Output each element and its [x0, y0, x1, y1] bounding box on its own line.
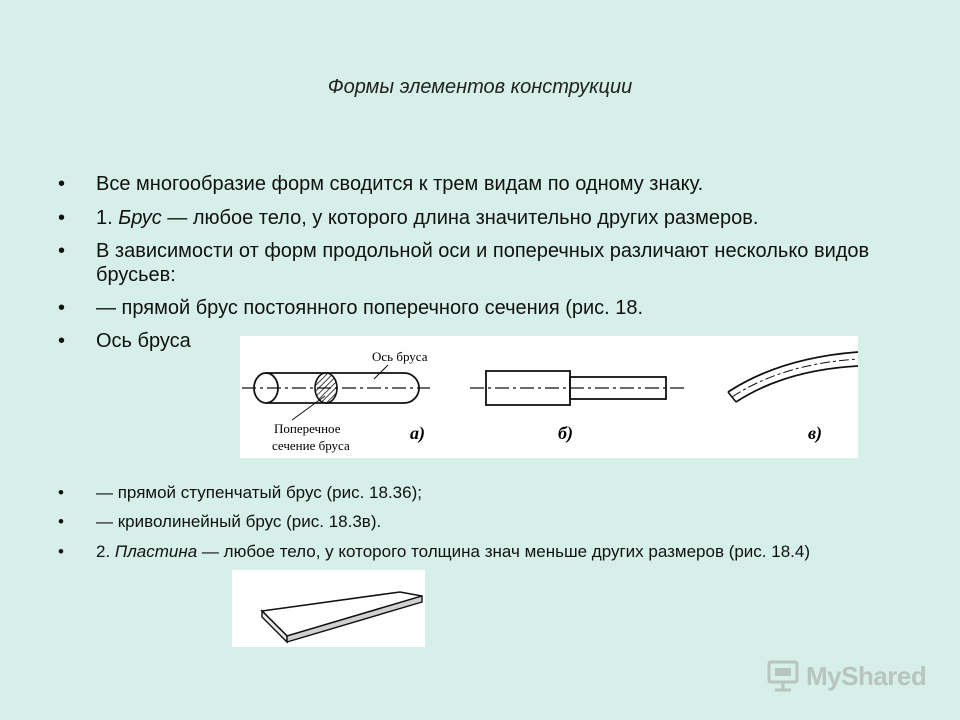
bullet-dot: • [58, 207, 66, 229]
section-label-line1: Поперечное [274, 421, 341, 436]
bullet-dot: • [58, 512, 64, 531]
label-a: а) [410, 423, 425, 443]
axis-label: Ось бруса [372, 349, 428, 364]
beam-types-drawing [240, 336, 858, 458]
beam-types-figure [240, 336, 858, 458]
watermark-text: MyShared [806, 660, 927, 691]
bullet-text: — прямой ступенчатый брус (рис. 18.36); [96, 483, 422, 502]
straight-beam-drawing [242, 349, 430, 453]
curved-beam-drawing [728, 352, 858, 444]
bullet-dot: • [58, 483, 64, 502]
bullet-text: Ось бруса [96, 330, 191, 352]
plate-figure [232, 570, 425, 647]
bullet-rest: — любое тело, у которого длина значительно других размеров. [161, 207, 759, 229]
term-plastina: Пластина [114, 542, 198, 561]
bullet-rest: — любое тело, у которого толщина знач меньше других размеров (рис. 18.4) [197, 542, 810, 561]
bullet-prefix: 1. [96, 207, 119, 229]
bullet-text [96, 541, 916, 562]
slide-title: Формы элементов конструкции [327, 76, 633, 98]
bullet-text: — прямой брус постоянного поперечного сечения (рис. 18. [96, 297, 644, 319]
bullet-text: Все многообразие форм сводится к трем видам по одному знаку. [96, 173, 704, 195]
bullet-text: В зависимости от форм продольной оси и поперечных различают несколько видов брусьев: [96, 240, 870, 286]
stepped-beam-drawing [470, 371, 684, 444]
bullet-text [96, 206, 896, 230]
bullet-prefix: 2. [96, 542, 115, 561]
label-b: б) [558, 423, 573, 443]
bullet-dot: • [58, 297, 66, 319]
bullet-dot: • [58, 330, 66, 352]
presentation-board-icon [766, 659, 800, 693]
label-c: в) [808, 423, 823, 443]
watermark [766, 656, 926, 696]
bullet-text: — криволинейный брус (рис. 18.3в). [96, 512, 382, 531]
bullet-dot: • [58, 240, 66, 262]
bullet-dot: • [58, 173, 66, 195]
plate-drawing [232, 570, 425, 647]
bullet-dot: • [58, 542, 64, 561]
term-brus: Брус [118, 207, 162, 229]
section-label-line2: сечение бруса [272, 438, 350, 453]
